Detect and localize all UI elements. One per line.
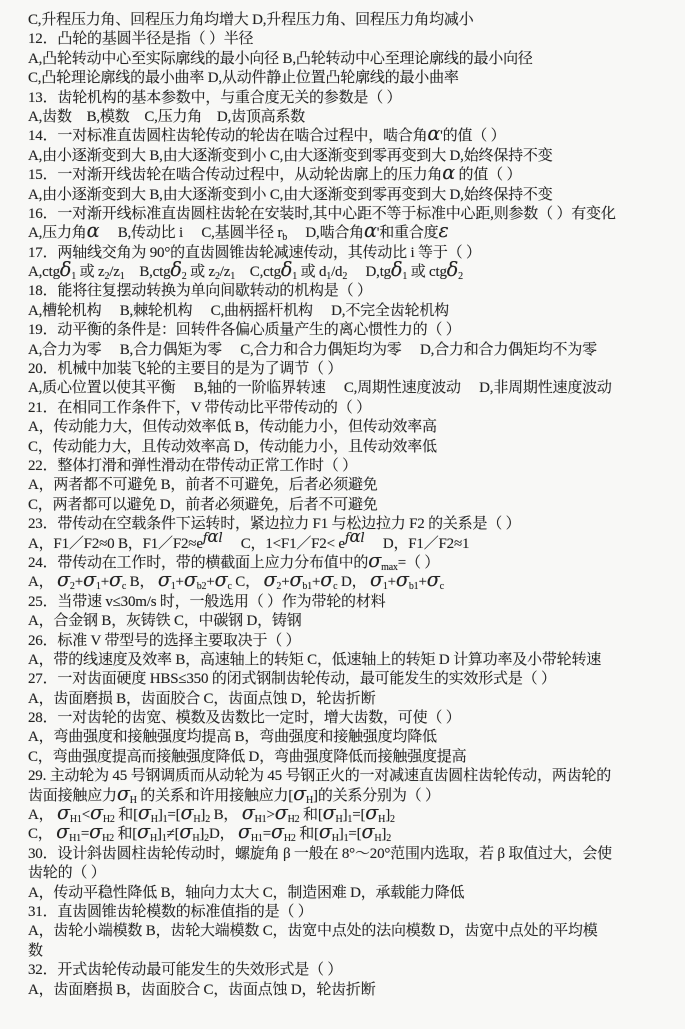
text-line: A，两者都不可避免 B，前者不可避免，后者必须避免 <box>28 477 378 494</box>
text-line: C，两者都可以避免 D，前者必须避免，后者不可避免 <box>28 496 378 513</box>
text-line: 14．一对标准直齿圆柱齿轮传动的轮齿在啮合过程中，啮合角α'的值（ ） <box>28 122 506 146</box>
text-line: A,合力为零 B,合力偶矩为零 C,合力和合力偶矩均为零 D,合力和合力偶矩均不为零 <box>28 341 597 358</box>
text-line: A，F1／F2≈0 B，$F1/F2\approx e^{f\alpha l}$ C，1<F1／F2< $e^{f\alpha l}$ D，F1／F2≈1 <box>28 526 470 552</box>
text-line: A，带的线速度及效率 B，高速轴上的转矩 C，低速轴上的转矩 D 计算功率及小带轮转速 <box>28 651 602 668</box>
text-line: A，弯曲强度和接触强度均提高 B，弯曲强度和接触强度均降低 <box>28 729 437 746</box>
text-line: 19．动平衡的条件是：回转件各偏心质量产生的离心惯性力的（ ） <box>28 322 461 339</box>
text-line: A，合金钢 B，灰铸铁 C，中碳钢 D，铸钢 <box>28 613 302 630</box>
text-line: 齿面接触应力$\sigma_H$ 的关系和许用接触应力$[\sigma_H]$的关系分别为（ ） <box>28 781 440 806</box>
text-line: C， $\sigma_{H1}=\sigma_{H2}$ 和$[\sigma_H]_1\ne[\sigma_H]_2D$， $\sigma_{H1}=\sigma_{H2}$ 和$[\sigma_H]_1=[\sigma_H]_2$ <box>28 820 391 845</box>
text-line: 20．机械中加装飞轮的主要目的是为了调节（ ） <box>28 361 343 378</box>
text-line: A,压力角α B,传动比 i C,基圆半径 $r_b$ D,啮合角α'和重合度ε <box>28 219 449 244</box>
text-line: 28．一对齿轮的齿宽、模数及齿数比一定时，增大齿数，可使（ ） <box>28 710 461 727</box>
text-line: A,凸轮转动中心至实际廓线的最小向径 B,凸轮转动中心至理论廓线的最小向径 <box>28 50 533 67</box>
text-line: 25．当带速 v≤30m/s 时，一般选用（ ）作为带轮的材料 <box>28 593 386 610</box>
text-line: A,槽轮机构 B,棘轮机构 C,曲柄摇杆机构 D,不完全齿轮机构 <box>28 302 449 319</box>
text-line: C，弯曲强度提高而接触强度降低 D，弯曲强度降低而接触强度提高 <box>28 748 467 765</box>
text-line: A，传动能力大，但传动效率低 B，传动能力小，但传动效率高 <box>28 419 437 436</box>
text-line: 30．设计斜齿圆柱齿轮传动时，螺旋角 β 一般在 8°～20°范围内选取，若 β 取值过大，会使 <box>28 845 612 862</box>
text-line: C，传动能力大，且传动效率高 D，传动能力小，且传动效率低 <box>28 438 437 455</box>
text-line: 29. 主动轮为 45 号钢调质而从动轮为 45 号钢正火的一对减速直齿圆柱齿轮传动，两齿轮的 <box>28 768 612 785</box>
question-text-block <box>28 11 671 1000</box>
text-line: 22．整体打滑和弹性滑动在带传动正常工作时（ ） <box>28 457 357 474</box>
text-line: 32．开式齿轮传动最可能发生的失效形式是（ ） <box>28 962 343 979</box>
text-line: A， $\sigma_2+\sigma_1+\sigma_c$ B， $\sigma_1+\sigma_{b2}+\sigma_c$ C， $\sigma_2+\sigma_{b1}+\sigma_c$ D， $\sigma_1+\sigma_{b1}+\sigma_c$ <box>28 568 444 593</box>
text-line: 15．一对渐开线齿轮在啮合传动过程中，从动轮齿廓上的压力角α 的值（ ） <box>28 161 522 185</box>
text-line: 12．凸轮的基圆半径是指（ ）半径 <box>28 31 254 48</box>
text-line: A， $\sigma_{H1}<\sigma_{H2}$ 和$[\sigma_H]_1=[\sigma_H]_2$ B， $\sigma_{H1}>\sigma_{H2}$ 和$[\sigma_H]_1=[\sigma_H]_2$ <box>28 801 395 826</box>
text-line: C,凸轮理论廓线的最小曲率 D,从动件静止位置凸轮廓线的最小曲率 <box>28 70 459 87</box>
text-line: A,由小逐渐变到大 B,由大逐渐变到小 C,由大逐渐变到零再变到大 D,始终保持不变 <box>28 186 553 203</box>
text-line: 17．两轴线交角为 90°的直齿圆锥齿轮减速传动，其传动比 i 等于（ ） <box>28 244 481 261</box>
text-line: 18．能将往复摆动转换为单向间歇转动的机构是（ ） <box>28 283 372 300</box>
text-line: 16．一对渐开线标准直齿圆柱齿轮在安装时,其中心距不等于标准中心距,则参数（ ）有变化 <box>28 205 616 222</box>
text-line: 31．直齿圆锥齿轮模数的标准值指的是（ ） <box>28 903 313 920</box>
text-line: C,升程压力角、回程压力角均增大 D,升程压力角、回程压力角均减小 <box>28 12 474 28</box>
text-line: A,齿数 B,模数 C,压力角 D,齿顶高系数 <box>28 108 306 125</box>
text-line: 数 <box>28 942 43 959</box>
text-line: A，齿面磨损 B，齿面胶合 C，齿面点蚀 D，轮齿折断 <box>28 981 376 998</box>
text-line: 齿轮的（ ） <box>28 865 106 882</box>
text-line: A,ctgδ$_1$ 或 $z_2/z_1$ B,ctgδ$_2$ 或 $z_2/z_1$ C,ctgδ$_1$ 或 $d_1/d_2$ D,tgδ$_1$ 或 ctgδ$_2$ <box>28 258 463 283</box>
text-line: A，传动平稳性降低 B，轴向力太大 C，制造困难 D，承载能力降低 <box>28 884 465 901</box>
text-line: A,由小逐渐变到大 B,由大逐渐变到小 C,由大逐渐变到零再变到大 D,始终保持不变 <box>28 147 553 164</box>
text-line: A，齿轮小端模数 B，齿轮大端模数 C，齿宽中点处的法向模数 D，齿宽中点处的平均模 <box>28 923 598 940</box>
text-line: 24．带传动在工作时，带的横截面上应力分布值中的$\sigma_{max}=$（ ） <box>28 548 440 573</box>
text-line: 26．标准 V 带型号的选择主要取决于（ ） <box>28 632 301 649</box>
text-line: A,质心位置以使其平衡 B,轴的一阶临界转速 C,周期性速度波动 D,非周期性速度波动 <box>28 380 612 397</box>
text-line: 21．在相同工作条件下，V 带传动比平带传动的（ ） <box>28 399 371 416</box>
text-line: 27．一对齿面硬度 HBS≤350 的闭式钢制齿轮传动，最可能发生的实效形式是（ ） <box>28 671 556 688</box>
text-line: A，齿面磨损 B，齿面胶合 C，齿面点蚀 D，轮齿折断 <box>28 690 376 707</box>
text-line: 13．齿轮机构的基本参数中，与重合度无关的参数是（ ） <box>28 89 402 106</box>
text-line: 23．带传动在空载条件下运转时，紧边拉力 F1 与松边拉力 F2 的关系是（ ） <box>28 516 521 533</box>
